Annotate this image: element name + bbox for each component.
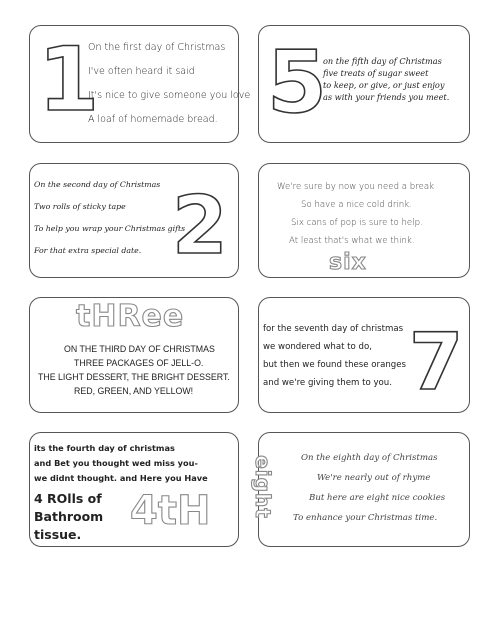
card-day-1 (29, 25, 251, 143)
numeral-5: 5 (267, 33, 327, 133)
card-day-3 (29, 297, 239, 413)
card-7-line-1: for the seventh day of christmas (263, 324, 404, 334)
card-4-line-6: tissue. (34, 527, 82, 542)
card-6-line-1: We're sure by now you need a break (277, 182, 435, 192)
card-1-line-2: I've often heard it said (88, 66, 195, 77)
card-day-7 (258, 297, 470, 413)
card-3-line-2: THREE PACKAGES OF JELL-O. (74, 358, 204, 368)
card-3-line-1: ON THE THIRD DAY OF CHRISTMAS (64, 344, 215, 354)
card-6-line-2: So have a nice cold drink. (301, 200, 412, 210)
numeral-4th: 4tH (130, 488, 211, 534)
card-3-line-3: THE LIGHT DESSERT, THE BRIGHT DESSERT. (38, 372, 230, 382)
card-day-4 (29, 432, 239, 547)
card-day-6 (258, 163, 470, 278)
card-8-line-2: We're nearly out of rhyme (317, 473, 431, 483)
card-2-line-2: Two rolls of sticky tape (34, 202, 126, 211)
card-2-line-3: To help you wrap your Christmas gifts (34, 224, 186, 233)
card-day-2 (29, 163, 239, 278)
card-7-line-3: but then we found these oranges (263, 360, 407, 370)
card-5-line-2: five treats of sugar sweet (323, 68, 429, 78)
word-three: tHRee (76, 299, 185, 334)
card-2-line-1: On the second day of Christmas (34, 180, 161, 189)
word-eight: eight (250, 455, 275, 519)
card-7-line-4: and we're giving them to you. (263, 378, 392, 388)
numeral-7: 7 (409, 318, 464, 408)
card-4-line-5: Bathroom (34, 509, 104, 524)
card-2-line-4: For that extra special date. (34, 246, 142, 255)
card-1-line-1: On the first day of Christmas (88, 42, 226, 53)
card-4-line-3: we didnt thought. and Here you Have (34, 473, 208, 483)
card-1-line-3: It's nice to give someone you love (88, 90, 251, 101)
card-1-line-4: A loaf of homemade bread. (88, 114, 218, 125)
card-5-line-4: as with your friends you meet. (323, 92, 450, 102)
card-8-line-1: On the eighth day of Christmas (301, 453, 438, 463)
card-6-line-4: At least that's what we think. (289, 236, 415, 246)
numeral-2: 2 (172, 179, 228, 272)
word-six: six (329, 250, 367, 275)
card-5-line-1: on the fifth day of Christmas (323, 56, 442, 66)
card-5-line-3: to keep, or give, or just enjoy (323, 80, 445, 90)
card-4-line-1: its the fourth day of christmas (34, 443, 175, 453)
numeral-1: 1 (38, 28, 100, 131)
card-day-8 (250, 432, 470, 547)
card-day-5 (258, 25, 470, 143)
card-3-line-4: RED, GREEN, AND YELLOW! (74, 386, 194, 396)
card-8-line-4: To enhance your Christmas time. (293, 513, 438, 523)
card-7-line-2: we wondered what to do, (263, 342, 372, 352)
card-6-line-3: Six cans of pop is sure to help. (291, 218, 423, 228)
card-8-line-3: But here are eight nice cookies (309, 493, 446, 503)
card-4-line-2: and Bet you thought wed miss you- (34, 458, 198, 468)
card-4-line-4: 4 ROlls of (34, 491, 102, 506)
